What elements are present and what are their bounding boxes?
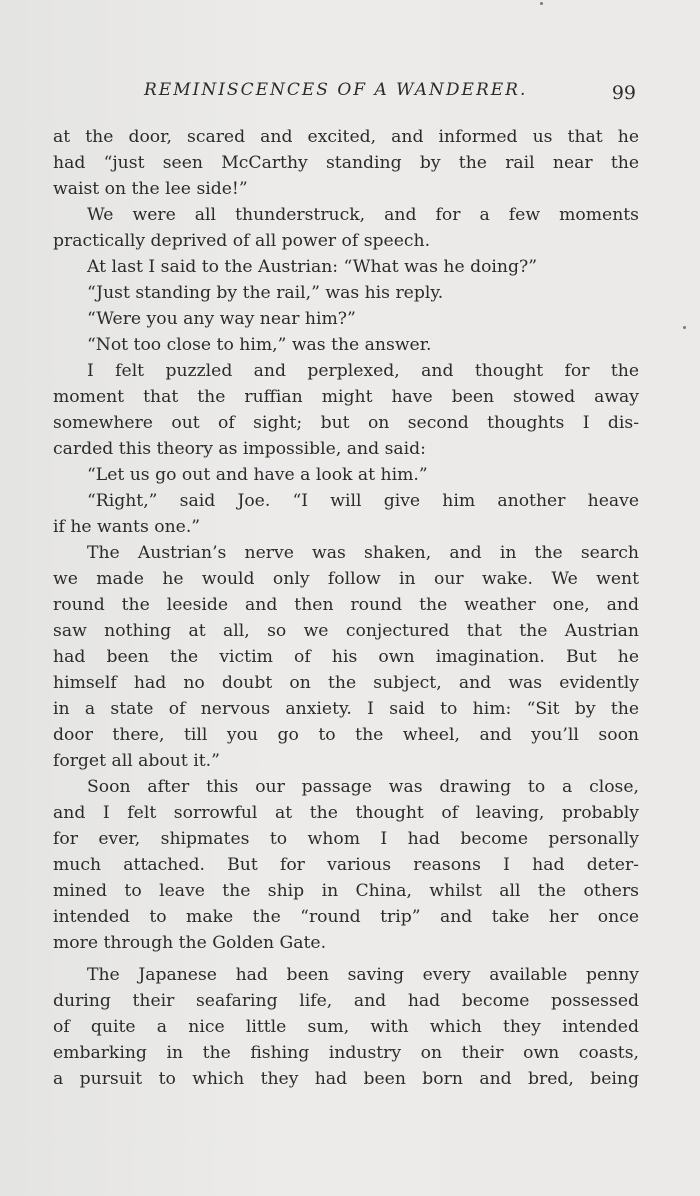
text-line: in a state of nervous anxiety. I said to him: “Sit by the xyxy=(53,699,639,719)
text-line: carded this theory as impossible, and said: xyxy=(53,439,426,459)
text-line: and I felt sorrowful at the thought of leaving, probably xyxy=(53,803,639,823)
text-line: “Right,” said Joe. “I will give him another heave xyxy=(87,491,639,511)
paper-speck xyxy=(540,2,543,5)
text-line: during their seafaring life, and had become possessed xyxy=(53,991,639,1011)
text-line: waist on the lee side!” xyxy=(53,179,248,199)
text-line: for ever, shipmates to whom I had become personally xyxy=(53,829,639,849)
text-line: door there, till you go to the wheel, and you’ll soon xyxy=(53,725,639,745)
text-line: “Let us go out and have a look at him.” xyxy=(87,465,428,485)
text-line: round the leeside and then round the weather one, and xyxy=(53,595,639,615)
text-line: forget all about it.” xyxy=(53,751,220,771)
text-line: much attached. But for various reasons I had deter- xyxy=(53,855,639,875)
text-line: somewhere out of sight; but on second thoughts I dis- xyxy=(53,413,639,433)
text-line: Soon after this our passage was drawing to a close, xyxy=(87,777,639,797)
text-line: we made he would only follow in our wake. We went xyxy=(53,569,639,589)
body-text xyxy=(53,124,639,1092)
text-line: had been the victim of his own imagination. But he xyxy=(53,647,639,667)
text-line: “Were you any way near him?” xyxy=(87,309,356,329)
text-line: “Just standing by the rail,” was his reply. xyxy=(87,283,444,303)
text-line: embarking in the fishing industry on their own coasts, xyxy=(53,1043,639,1063)
text-line: mined to leave the ship in China, whilst all the others xyxy=(53,881,639,901)
text-line: “Not too close to him,” was the answer. xyxy=(87,335,432,355)
page-header xyxy=(56,80,640,104)
text-line: moment that the ruffian might have been stowed away xyxy=(53,387,639,407)
text-line: We were all thunderstruck, and for a few moments xyxy=(87,205,639,225)
text-line: At last I said to the Austrian: “What was he doing?” xyxy=(87,257,538,277)
text-line: practically deprived of all power of speech. xyxy=(53,231,431,251)
text-line: The Japanese had been saving every available penny xyxy=(87,965,639,985)
text-line: more through the Golden Gate. xyxy=(53,933,327,953)
text-line: intended to make the “round trip” and take her once xyxy=(53,907,639,927)
text-line: at the door, scared and excited, and informed us that he xyxy=(53,127,639,147)
text-line: I felt puzzled and perplexed, and thought for the xyxy=(87,361,639,381)
text-line: if he wants one.” xyxy=(53,517,201,537)
text-line: saw nothing at all, so we conjectured that the Austrian xyxy=(53,621,639,641)
text-line: a pursuit to which they had been born and bred, being xyxy=(53,1069,639,1089)
text-line: had “just seen McCarthy standing by the rail near the xyxy=(53,153,639,173)
text-line: The Austrian’s nerve was shaken, and in the search xyxy=(87,543,639,563)
paper-speck xyxy=(683,326,686,329)
page-number: 99 xyxy=(611,82,636,104)
text-line: of quite a nice little sum, with which they intended xyxy=(53,1017,639,1037)
text-line: himself had no doubt on the subject, and was evidently xyxy=(53,673,639,693)
running-title: REMINISCENCES OF A WANDERER. xyxy=(144,80,528,100)
